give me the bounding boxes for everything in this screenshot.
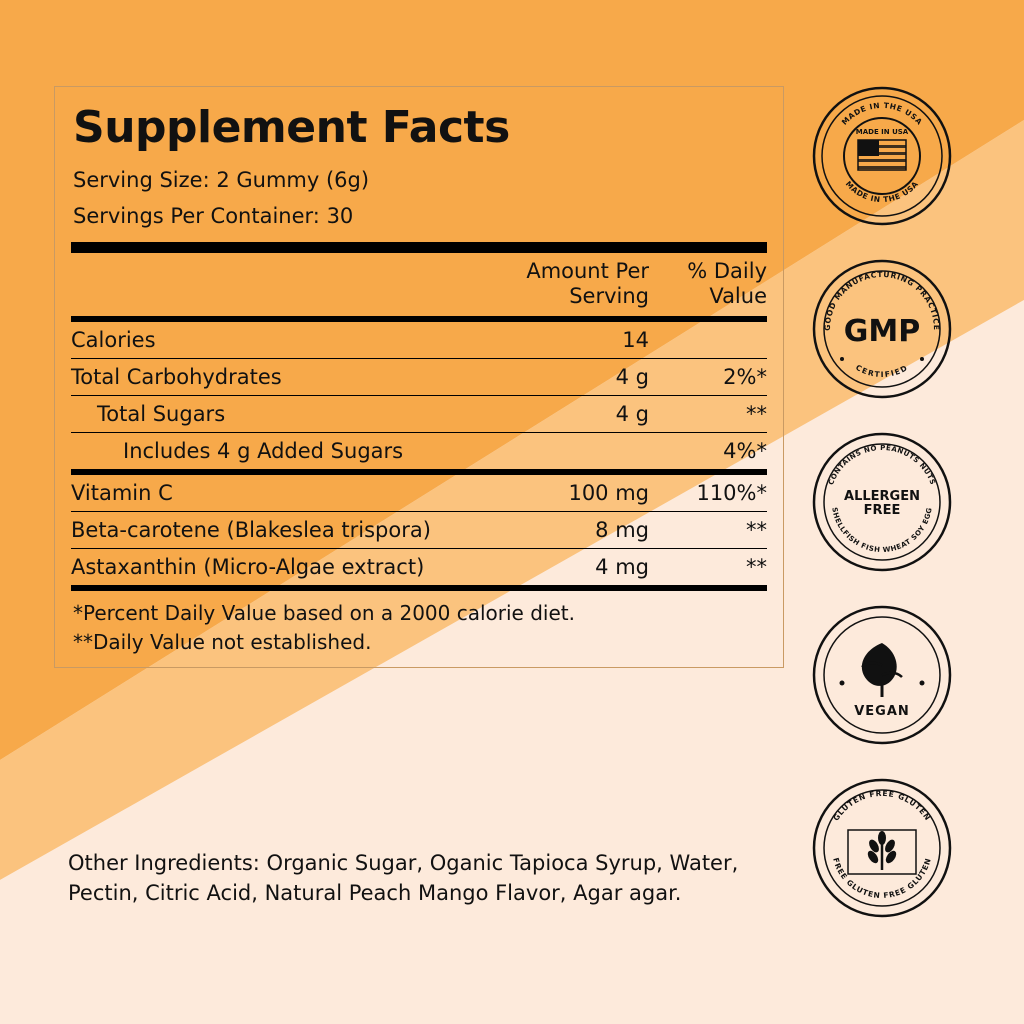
vegan-center-text: VEGAN [854,704,910,719]
row-amount: 4 g [499,358,649,395]
servings-per-container-line [73,201,767,233]
row-daily-value: 4%* [723,438,767,463]
supplement-facts-panel [54,86,784,668]
svg-text:CERTIFIED [854,363,910,379]
footnote-dv-not-established: **Daily Value not established. [73,629,372,654]
made-in-usa-top-arc-text: MADE IN THE USA [839,100,925,127]
serving-size-value: 2 Gummy (6g) [216,168,370,193]
nutrition-table-top [71,322,767,469]
gluten-free-icon [812,778,952,918]
allergen-free-bottom-arc-text: SHELLFISH FISH WHEAT SOY EGG [830,506,934,555]
row-daily-value: ** [746,554,767,579]
gluten-free-top-arc-text: GLUTEN FREE GLUTEN [831,788,933,823]
table-row [71,432,767,469]
gluten-free-badge [812,778,952,918]
row-daily-value [649,322,767,359]
row-name: Beta-carotene (Blakeslea trispora) [71,511,499,548]
allergen-free-center-line1: ALLERGEN [844,489,920,504]
row-amount: 4 g [499,395,649,432]
row-daily-value: 110%* [649,475,767,512]
row-name: Total Sugars [71,395,499,432]
table-header-row [71,253,767,315]
made-in-usa-icon [812,86,952,226]
vegan-badge [812,605,952,745]
footnote-percent-daily-value: *Percent Daily Value based on a 2000 calorie diet. [73,600,575,625]
made-in-usa-bottom-arc-text: MADE IN THE USA [843,179,921,205]
gmp-badge [812,259,952,399]
nutrition-table-bottom [71,475,767,585]
gluten-free-bottom-arc-text: FREE GLUTEN FREE GLUTEN [831,856,933,901]
table-row [71,548,767,585]
allergen-free-icon [812,432,952,572]
row-name: Includes 4 g Added Sugars [123,438,404,463]
header-daily-value [649,253,767,315]
row-amount: 100 mg [499,475,649,512]
table-row [71,395,767,432]
nutrition-header-table [71,253,767,315]
serving-size-label: Serving Size: [73,168,210,193]
table-row [71,511,767,548]
servings-per-container-value: 30 [326,203,354,228]
row-name: Astaxanthin (Micro-Algae extract) [71,554,425,579]
svg-text:CONTAINS NO PEANUTS NUTS [827,444,937,486]
row-amount: 8 mg [499,511,649,548]
table-row [71,475,767,512]
gmp-top-arc-text: GOOD MANUFACTURING PRACTICE [822,269,942,331]
row-amount: 4 mg [595,554,649,579]
row-amount: 14 [499,322,649,359]
servings-per-container-label: Servings Per Container: [73,203,320,228]
gmp-center-text: GMP [843,314,921,349]
row-daily-value: 2%* [649,358,767,395]
divider-thick-top [71,242,767,253]
serving-size-line [73,165,767,197]
svg-text:MADE IN THE USA [840,101,924,127]
allergen-free-badge [812,432,952,572]
wheat-icon [866,831,899,870]
made-in-usa-center-text: MADE IN USA [855,128,909,136]
page-title: Supplement Facts [73,102,510,153]
header-blank [71,253,499,315]
header-amount-per-serving [499,253,649,315]
divider-med-bottom [71,585,767,591]
header-dv-line1: % Daily [687,259,767,284]
table-row [71,358,767,395]
gmp-icon [812,259,952,399]
vegan-icon [812,605,952,745]
table-row [71,322,767,359]
header-amount-line1: Amount Per [526,259,649,284]
gmp-bottom-arc-text: CERTIFIED [854,362,910,380]
other-ingredients-text: Other Ingredients: Organic Sugar, Oganic Tapioca Syrup, Water, Pectin, Citric Acid, Natural Peach Mango Flavor, Agar agar. [68,851,739,906]
row-amount [499,432,649,469]
leaf-icon [862,643,902,697]
row-daily-value: ** [649,511,767,548]
svg-text:GLUTEN FREE GLUTEN [831,789,932,823]
certification-badges [812,86,960,951]
header-amount-line2: Serving [569,284,649,309]
row-name: Total Carbohydrates [71,358,499,395]
header-dv-line2: Value [709,284,767,309]
row-name: Vitamin C [71,475,499,512]
row-name: Calories [71,322,499,359]
row-daily-value: ** [649,395,767,432]
allergen-free-top-arc-text: CONTAINS NO PEANUTS NUTS [827,443,937,487]
made-in-usa-badge [812,86,952,226]
footnotes [73,599,767,657]
allergen-free-center-line2: FREE [863,503,901,518]
